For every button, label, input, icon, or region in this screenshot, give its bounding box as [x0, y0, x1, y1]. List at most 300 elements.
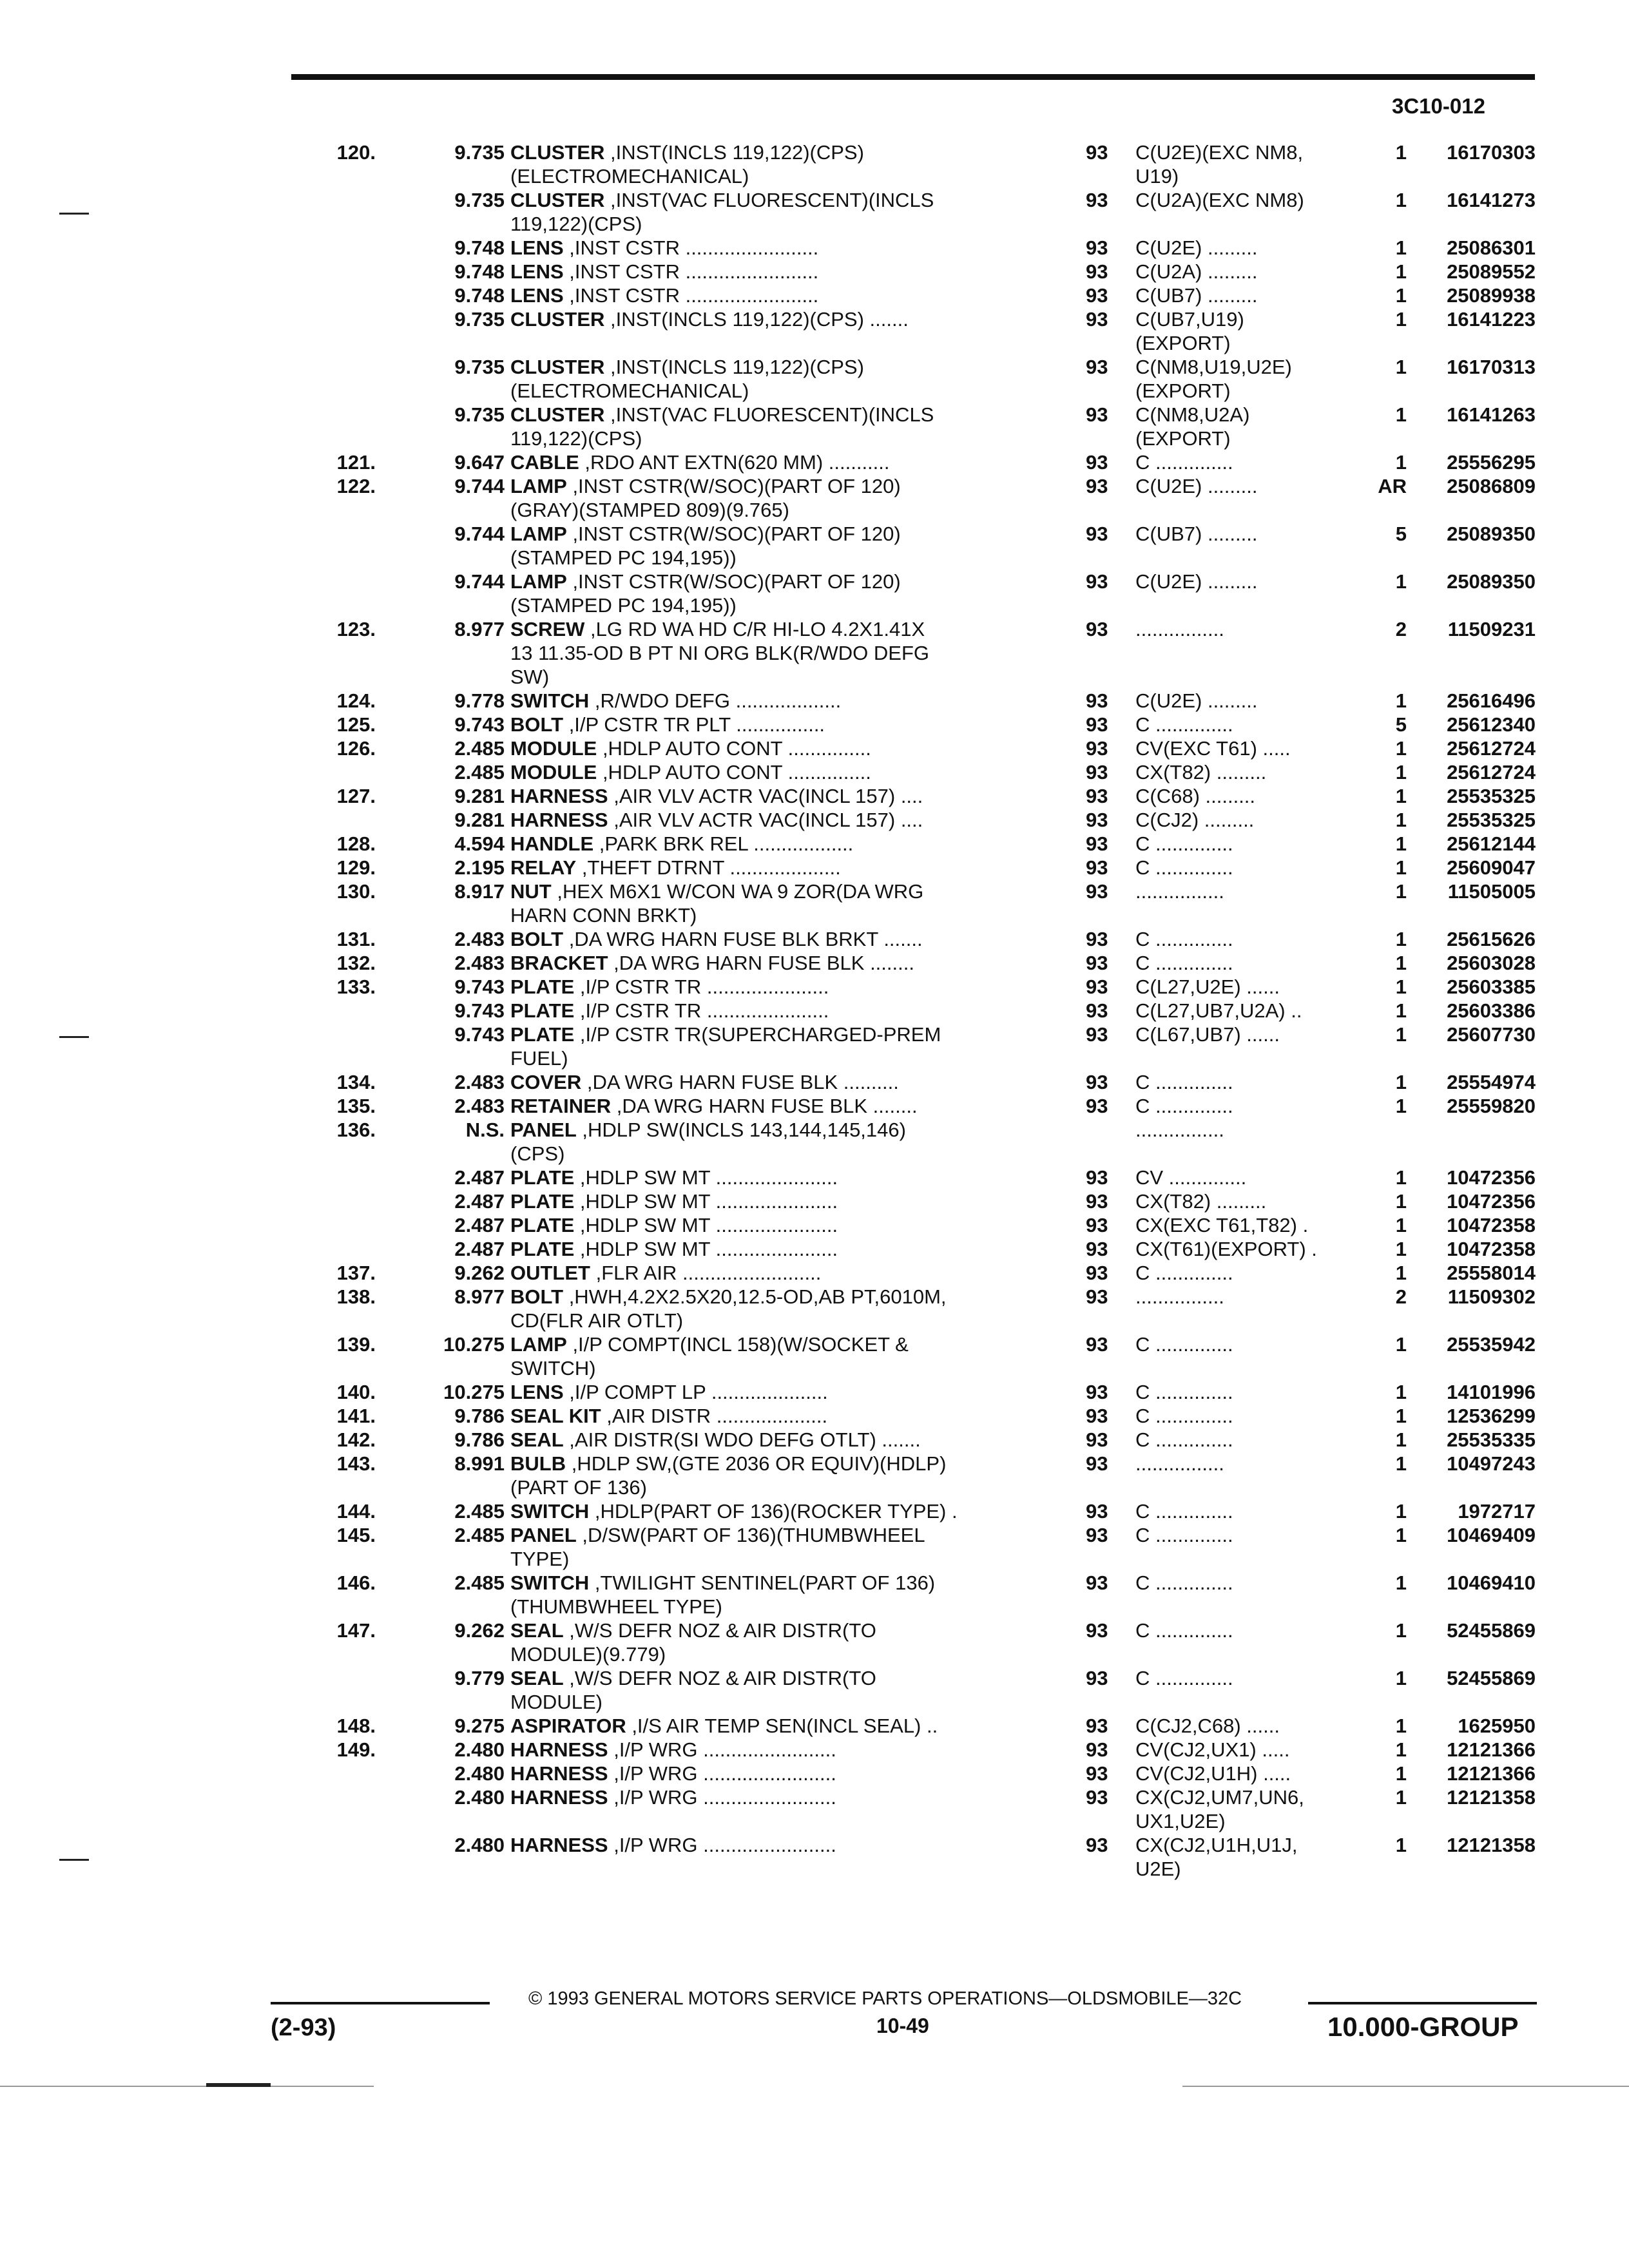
- model-year: 93: [1086, 1381, 1108, 1403]
- part-description: [510, 284, 1039, 307]
- part-name: SEAL: [510, 1428, 564, 1451]
- parts-row: [0, 1714, 1629, 1738]
- part-name: RELAY: [510, 856, 577, 879]
- quantity: 1: [1395, 689, 1407, 712]
- part-number: 25612340: [1447, 713, 1536, 736]
- part-detail: ,HEX M6X1 W/CON WA 9 ZOR(DA WRG HARN CONN BRKT): [510, 880, 924, 927]
- quantity: AR: [1378, 475, 1407, 497]
- part-number: 11509231: [1447, 618, 1536, 640]
- part-description: [510, 951, 1039, 975]
- part-number: 16170313: [1447, 356, 1536, 378]
- part-detail: ,D/SW(PART OF 136)(THUMBWHEEL TYPE): [510, 1524, 925, 1570]
- item-index: 145.: [336, 1524, 376, 1546]
- part-detail: ,I/P CSTR TR ......................: [574, 975, 829, 998]
- model-year: 93: [1086, 761, 1108, 783]
- model-year: 93: [1086, 1619, 1108, 1642]
- part-number: 16141263: [1447, 403, 1536, 426]
- quantity: 1: [1395, 1428, 1407, 1451]
- usage-code: ................: [1135, 880, 1224, 903]
- group-number: 2.483: [454, 1071, 505, 1093]
- part-description: [510, 1094, 1039, 1118]
- part-description: [510, 450, 1039, 474]
- model-year: 93: [1086, 1214, 1108, 1236]
- parts-row: [0, 474, 1629, 522]
- model-year: 93: [1086, 1190, 1108, 1213]
- item-index: 131.: [336, 928, 376, 950]
- usage-code: C ..............: [1135, 1571, 1233, 1594]
- part-number: 12536299: [1447, 1405, 1536, 1427]
- parts-row: [0, 140, 1629, 188]
- parts-row: [0, 284, 1629, 307]
- quantity: 1: [1395, 1214, 1407, 1236]
- group-number: 9.735: [454, 141, 505, 164]
- part-name: CLUSTER: [510, 189, 605, 211]
- item-index: 140.: [336, 1381, 376, 1403]
- part-detail: ,INST CSTR ........................: [563, 260, 819, 283]
- parts-row: [0, 1619, 1629, 1666]
- part-description: [510, 713, 1039, 736]
- part-detail: ,HDLP SW MT ......................: [574, 1214, 838, 1236]
- part-detail: ,INST CSTR ........................: [563, 236, 819, 259]
- part-description: [510, 140, 1039, 188]
- quantity: 1: [1395, 236, 1407, 259]
- quantity: 1: [1395, 1190, 1407, 1213]
- quantity: 1: [1395, 1786, 1407, 1809]
- part-name: SCREW: [510, 618, 585, 640]
- quantity: 1: [1395, 1452, 1407, 1475]
- quantity: 1: [1395, 570, 1407, 593]
- usage-code: C ..............: [1135, 928, 1233, 950]
- part-name: LAMP: [510, 1333, 567, 1356]
- part-name: SWITCH: [510, 689, 590, 712]
- part-description: [510, 975, 1039, 999]
- part-description: [510, 1118, 1039, 1166]
- group-number: 8.977: [454, 1285, 505, 1308]
- usage-code: CX(CJ2,U1H,U1J, U2E): [1135, 1834, 1298, 1880]
- usage-code: ................: [1135, 1285, 1224, 1308]
- usage-code: CX(T82) .........: [1135, 761, 1267, 783]
- quantity: 1: [1395, 1762, 1407, 1785]
- group-number: 2.487: [454, 1190, 505, 1213]
- model-year: 93: [1086, 570, 1108, 593]
- parts-row: [0, 1332, 1629, 1380]
- model-year: 93: [1086, 1667, 1108, 1689]
- part-description: [510, 617, 1039, 689]
- model-year: 93: [1086, 1738, 1108, 1761]
- quantity: 1: [1395, 1381, 1407, 1403]
- group-number: 2.195: [454, 856, 505, 879]
- part-number: 25603028: [1447, 952, 1536, 974]
- quantity: 1: [1395, 928, 1407, 950]
- parts-row: [0, 188, 1629, 236]
- usage-code: C(UB7) .........: [1135, 284, 1258, 307]
- part-name: MODULE: [510, 737, 597, 760]
- group-number: 9.743: [454, 1023, 505, 1046]
- item-index: 146.: [336, 1571, 376, 1594]
- quantity: 1: [1395, 1023, 1407, 1046]
- quantity: 1: [1395, 1238, 1407, 1260]
- parts-row: [0, 999, 1629, 1023]
- part-description: [510, 1738, 1039, 1762]
- quantity: 1: [1395, 809, 1407, 831]
- model-year: 93: [1086, 356, 1108, 378]
- part-name: LENS: [510, 260, 564, 283]
- part-description: [510, 1523, 1039, 1571]
- part-description: [510, 1332, 1039, 1380]
- part-description: [510, 1285, 1039, 1332]
- usage-code: C(U2E) .........: [1135, 570, 1258, 593]
- parts-row: [0, 927, 1629, 951]
- model-year: 93: [1086, 475, 1108, 497]
- usage-code: C(L27,UB7,U2A) ..: [1135, 999, 1302, 1022]
- usage-code: C ..............: [1135, 1262, 1233, 1284]
- parts-row: [0, 1428, 1629, 1452]
- parts-row: [0, 1571, 1629, 1619]
- parts-row: [0, 1762, 1629, 1785]
- parts-row: [0, 856, 1629, 879]
- item-index: 130.: [336, 880, 376, 903]
- part-description: [510, 1571, 1039, 1619]
- group-number: 2.483: [454, 928, 505, 950]
- group-number: 9.275: [454, 1715, 505, 1737]
- part-detail: ,HDLP SW MT ......................: [574, 1190, 838, 1213]
- quantity: 1: [1395, 975, 1407, 998]
- quantity: 1: [1395, 1738, 1407, 1761]
- part-name: PLATE: [510, 1190, 575, 1213]
- usage-code: C(U2E) .........: [1135, 475, 1258, 497]
- part-description: [510, 1666, 1039, 1714]
- part-number: 1625950: [1458, 1715, 1536, 1737]
- part-detail: ,I/S AIR TEMP SEN(INCL SEAL) ..: [626, 1715, 938, 1737]
- group-number: 2.487: [454, 1238, 505, 1260]
- usage-code: C(L27,U2E) ......: [1135, 975, 1280, 998]
- part-detail: ,INST CSTR(W/SOC)(PART OF 120) (STAMPED PC 194,195)): [510, 570, 901, 617]
- group-number: 2.485: [454, 1500, 505, 1523]
- parts-row: [0, 617, 1629, 689]
- part-detail: ,DA WRG HARN FUSE BLK BRKT .......: [563, 928, 923, 950]
- model-year: 93: [1086, 1428, 1108, 1451]
- usage-code: C ..............: [1135, 1095, 1233, 1117]
- item-index: 136.: [336, 1119, 376, 1141]
- group-number: 9.779: [454, 1667, 505, 1689]
- group-number: 4.594: [454, 832, 505, 855]
- part-number: 16141273: [1447, 189, 1536, 211]
- group-number: 9.786: [454, 1428, 505, 1451]
- parts-row: [0, 260, 1629, 284]
- item-index: 141.: [336, 1405, 376, 1427]
- group-number: 9.743: [454, 999, 505, 1022]
- group-number: 2.485: [454, 1524, 505, 1546]
- part-description: [510, 1166, 1039, 1189]
- part-detail: ,AIR VLV ACTR VAC(INCL 157) ....: [608, 785, 923, 807]
- part-detail: ,AIR DISTR(SI WDO DEFG OTLT) .......: [563, 1428, 921, 1451]
- model-year: 93: [1086, 975, 1108, 998]
- group-number: 9.281: [454, 785, 505, 807]
- part-name: PLATE: [510, 1166, 575, 1189]
- usage-code: C ..............: [1135, 832, 1233, 855]
- group-number: 10.275: [443, 1333, 505, 1356]
- part-detail: ,HDLP SW(INCLS 143,144,145,146) (CPS): [510, 1119, 906, 1165]
- part-description: [510, 1452, 1039, 1499]
- part-name: HARNESS: [510, 785, 608, 807]
- part-number: 25535325: [1447, 785, 1536, 807]
- usage-code: C ..............: [1135, 1381, 1233, 1403]
- group-number: 2.487: [454, 1166, 505, 1189]
- part-description: [510, 474, 1039, 522]
- part-description: [510, 236, 1039, 260]
- parts-row: [0, 1237, 1629, 1261]
- quantity: 1: [1395, 1667, 1407, 1689]
- group-number: 9.262: [454, 1619, 505, 1642]
- part-detail: ,INST(INCLS 119,122)(CPS) (ELECTROMECHANICAL): [510, 356, 864, 402]
- part-description: [510, 689, 1039, 713]
- item-index: 138.: [336, 1285, 376, 1308]
- group-number: 9.743: [454, 713, 505, 736]
- part-description: [510, 1213, 1039, 1237]
- part-name: SEAL KIT: [510, 1405, 601, 1427]
- part-detail: ,I/P WRG ........................: [608, 1786, 836, 1809]
- group-number: 2.483: [454, 952, 505, 974]
- quantity: 1: [1395, 1262, 1407, 1284]
- part-name: HARNESS: [510, 1834, 608, 1856]
- part-description: [510, 879, 1039, 927]
- part-description: [510, 784, 1039, 808]
- part-detail: ,DA WRG HARN FUSE BLK ........: [611, 1095, 918, 1117]
- part-number: 25535942: [1447, 1333, 1536, 1356]
- part-number: 10469409: [1447, 1524, 1536, 1546]
- usage-code: C(CJ2,C68) ......: [1135, 1715, 1280, 1737]
- part-name: CLUSTER: [510, 403, 605, 426]
- model-year: 93: [1086, 1524, 1108, 1546]
- quantity: 1: [1395, 356, 1407, 378]
- parts-row: [0, 1785, 1629, 1833]
- parts-row: [0, 1261, 1629, 1285]
- item-index: 149.: [336, 1738, 376, 1761]
- part-name: SWITCH: [510, 1571, 590, 1594]
- part-number: 16170303: [1447, 141, 1536, 164]
- part-detail: ,I/P WRG ........................: [608, 1762, 836, 1785]
- part-number: 25558014: [1447, 1262, 1536, 1284]
- part-detail: ,TWILIGHT SENTINEL(PART OF 136) (THUMBWHEEL TYPE): [510, 1571, 936, 1618]
- part-detail: ,HDLP SW MT ......................: [574, 1166, 838, 1189]
- part-description: [510, 403, 1039, 450]
- part-name: CLUSTER: [510, 141, 605, 164]
- parts-row: [0, 1380, 1629, 1404]
- part-name: LAMP: [510, 475, 567, 497]
- part-name: HANDLE: [510, 832, 594, 855]
- bottom-mark: [0, 2086, 374, 2087]
- part-name: SEAL: [510, 1619, 564, 1642]
- usage-code: CX(EXC T61,T82) .: [1135, 1214, 1309, 1236]
- part-name: COVER: [510, 1071, 582, 1093]
- part-name: HARNESS: [510, 809, 608, 831]
- item-index: 144.: [336, 1500, 376, 1523]
- parts-row: [0, 736, 1629, 760]
- part-number: 10472356: [1447, 1190, 1536, 1213]
- part-detail: ,INST CSTR(W/SOC)(PART OF 120) (STAMPED PC 194,195)): [510, 523, 901, 569]
- quantity: 1: [1395, 999, 1407, 1022]
- item-index: 139.: [336, 1333, 376, 1356]
- parts-row: [0, 307, 1629, 355]
- model-year: 93: [1086, 141, 1108, 164]
- footer-date-code: (2-93): [271, 2014, 336, 2041]
- part-detail: ,I/P COMPT LP .....................: [563, 1381, 828, 1403]
- usage-code: C(NM8,U19,U2E) (EXPORT): [1135, 356, 1292, 402]
- model-year: 93: [1086, 1786, 1108, 1809]
- quantity: 1: [1395, 260, 1407, 283]
- part-name: PLATE: [510, 1214, 575, 1236]
- group-number: 2.485: [454, 737, 505, 760]
- quantity: 1: [1395, 1834, 1407, 1856]
- part-detail: ,W/S DEFR NOZ & AIR DISTR(TO MODULE)(9.779): [510, 1619, 876, 1666]
- model-year: 93: [1086, 523, 1108, 545]
- item-index: 126.: [336, 737, 376, 760]
- part-detail: ,INST(INCLS 119,122)(CPS) .......: [604, 308, 909, 331]
- quantity: 1: [1395, 308, 1407, 331]
- usage-code: CV ..............: [1135, 1166, 1247, 1189]
- quantity: 1: [1395, 856, 1407, 879]
- group-number: 2.480: [454, 1834, 505, 1856]
- group-number: 2.480: [454, 1762, 505, 1785]
- model-year: 93: [1086, 785, 1108, 807]
- footer-rule-left: [271, 2002, 490, 2004]
- part-description: [510, 736, 1039, 760]
- group-number: 9.744: [454, 570, 505, 593]
- item-index: 124.: [336, 689, 376, 712]
- part-description: [510, 307, 1039, 331]
- model-year: 93: [1086, 403, 1108, 426]
- usage-code: C(UB7) .........: [1135, 523, 1258, 545]
- quantity: 1: [1395, 284, 1407, 307]
- parts-row: [0, 975, 1629, 999]
- usage-code: C ..............: [1135, 713, 1233, 736]
- usage-code: CX(CJ2,UM7,UN6, UX1,U2E): [1135, 1786, 1304, 1832]
- part-detail: ,I/P CSTR TR ......................: [574, 999, 829, 1022]
- usage-code: CX(T61)(EXPORT) .: [1135, 1238, 1317, 1260]
- quantity: 1: [1395, 1571, 1407, 1594]
- parts-row: [0, 450, 1629, 474]
- parts-row: [0, 1285, 1629, 1332]
- part-detail: ,HWH,4.2X2.5X20,12.5-OD,AB PT,6010M, CD(FLR AIR OTLT): [510, 1285, 947, 1332]
- part-description: [510, 188, 1039, 236]
- part-name: HARNESS: [510, 1738, 608, 1761]
- part-name: SEAL: [510, 1667, 564, 1689]
- model-year: 93: [1086, 1262, 1108, 1284]
- part-detail: ,PARK BRK REL ..................: [593, 832, 854, 855]
- part-name: LENS: [510, 284, 564, 307]
- footer-group: 10.000-GROUP: [1327, 2012, 1519, 2042]
- part-name: PLATE: [510, 999, 575, 1022]
- part-name: CLUSTER: [510, 356, 605, 378]
- part-detail: ,I/P CSTR TR PLT ................: [563, 713, 825, 736]
- part-number: 25615626: [1447, 928, 1536, 950]
- usage-code: ................: [1135, 1119, 1224, 1141]
- model-year: 93: [1086, 236, 1108, 259]
- quantity: 1: [1395, 880, 1407, 903]
- group-number: 9.735: [454, 308, 505, 331]
- group-number: 2.485: [454, 1571, 505, 1594]
- group-number: 8.977: [454, 618, 505, 640]
- part-detail: ,DA WRG HARN FUSE BLK ........: [608, 952, 914, 974]
- part-number: 25086301: [1447, 236, 1536, 259]
- item-index: 120.: [336, 141, 376, 164]
- usage-code: CV(CJ2,U1H) .....: [1135, 1762, 1291, 1785]
- part-number: 25559820: [1447, 1095, 1536, 1117]
- parts-row: [0, 1833, 1629, 1881]
- model-year: 93: [1086, 952, 1108, 974]
- model-year: 93: [1086, 856, 1108, 879]
- part-name: BRACKET: [510, 952, 608, 974]
- part-description: [510, 856, 1039, 879]
- parts-row: [0, 951, 1629, 975]
- usage-code: C ..............: [1135, 1428, 1233, 1451]
- part-description: [510, 260, 1039, 284]
- part-number: 25612724: [1447, 737, 1536, 760]
- model-year: 93: [1086, 451, 1108, 474]
- part-name: PANEL: [510, 1119, 577, 1141]
- item-index: 121.: [336, 451, 376, 474]
- item-index: 125.: [336, 713, 376, 736]
- item-index: 143.: [336, 1452, 376, 1475]
- group-number: 2.483: [454, 1095, 505, 1117]
- usage-code: C ..............: [1135, 1619, 1233, 1642]
- group-number: 9.281: [454, 809, 505, 831]
- part-description: [510, 1428, 1039, 1452]
- part-description: [510, 355, 1039, 403]
- part-description: [510, 570, 1039, 617]
- part-number: 12121366: [1447, 1762, 1536, 1785]
- parts-row: [0, 689, 1629, 713]
- usage-code: C(CJ2) .........: [1135, 809, 1255, 831]
- footer-copyright: © 1993 GENERAL MOTORS SERVICE PARTS OPERATIONS—OLDSMOBILE—32C: [528, 1988, 1242, 2009]
- model-year: 93: [1086, 1500, 1108, 1523]
- model-year: 93: [1086, 999, 1108, 1022]
- parts-row: [0, 1070, 1629, 1094]
- part-number: 10472356: [1447, 1166, 1536, 1189]
- model-year: 93: [1086, 1571, 1108, 1594]
- parts-row: [0, 1118, 1629, 1166]
- model-year: 93: [1086, 689, 1108, 712]
- part-detail: ,HDLP(PART OF 136)(ROCKER TYPE) .: [589, 1500, 958, 1523]
- part-detail: ,INST(VAC FLUORESCENT)(INCLS 119,122)(CPS): [510, 403, 934, 450]
- quantity: 5: [1395, 523, 1407, 545]
- group-number: 2.487: [454, 1214, 505, 1236]
- bottom-mark: [1182, 2086, 1629, 2087]
- parts-row: [0, 1189, 1629, 1213]
- part-name: CLUSTER: [510, 308, 605, 331]
- part-number: 25603386: [1447, 999, 1536, 1022]
- parts-row: [0, 1499, 1629, 1523]
- usage-code: C ..............: [1135, 856, 1233, 879]
- quantity: 1: [1395, 403, 1407, 426]
- parts-row: [0, 1094, 1629, 1118]
- part-name: BOLT: [510, 1285, 564, 1308]
- part-name: PLATE: [510, 1023, 575, 1046]
- part-detail: ,FLR AIR .........................: [590, 1262, 822, 1284]
- part-name: LENS: [510, 236, 564, 259]
- part-number: 25089350: [1447, 523, 1536, 545]
- quantity: 1: [1395, 761, 1407, 783]
- parts-row: [0, 570, 1629, 617]
- quantity: 1: [1395, 1071, 1407, 1093]
- group-number: 2.485: [454, 761, 505, 783]
- part-description: [510, 1237, 1039, 1261]
- usage-code: C(U2E) .........: [1135, 236, 1258, 259]
- usage-code: C(U2E)(EXC NM8, U19): [1135, 141, 1304, 187]
- part-description: [510, 1619, 1039, 1666]
- bottom-mark: [206, 2083, 271, 2087]
- usage-code: C(L67,UB7) ......: [1135, 1023, 1280, 1046]
